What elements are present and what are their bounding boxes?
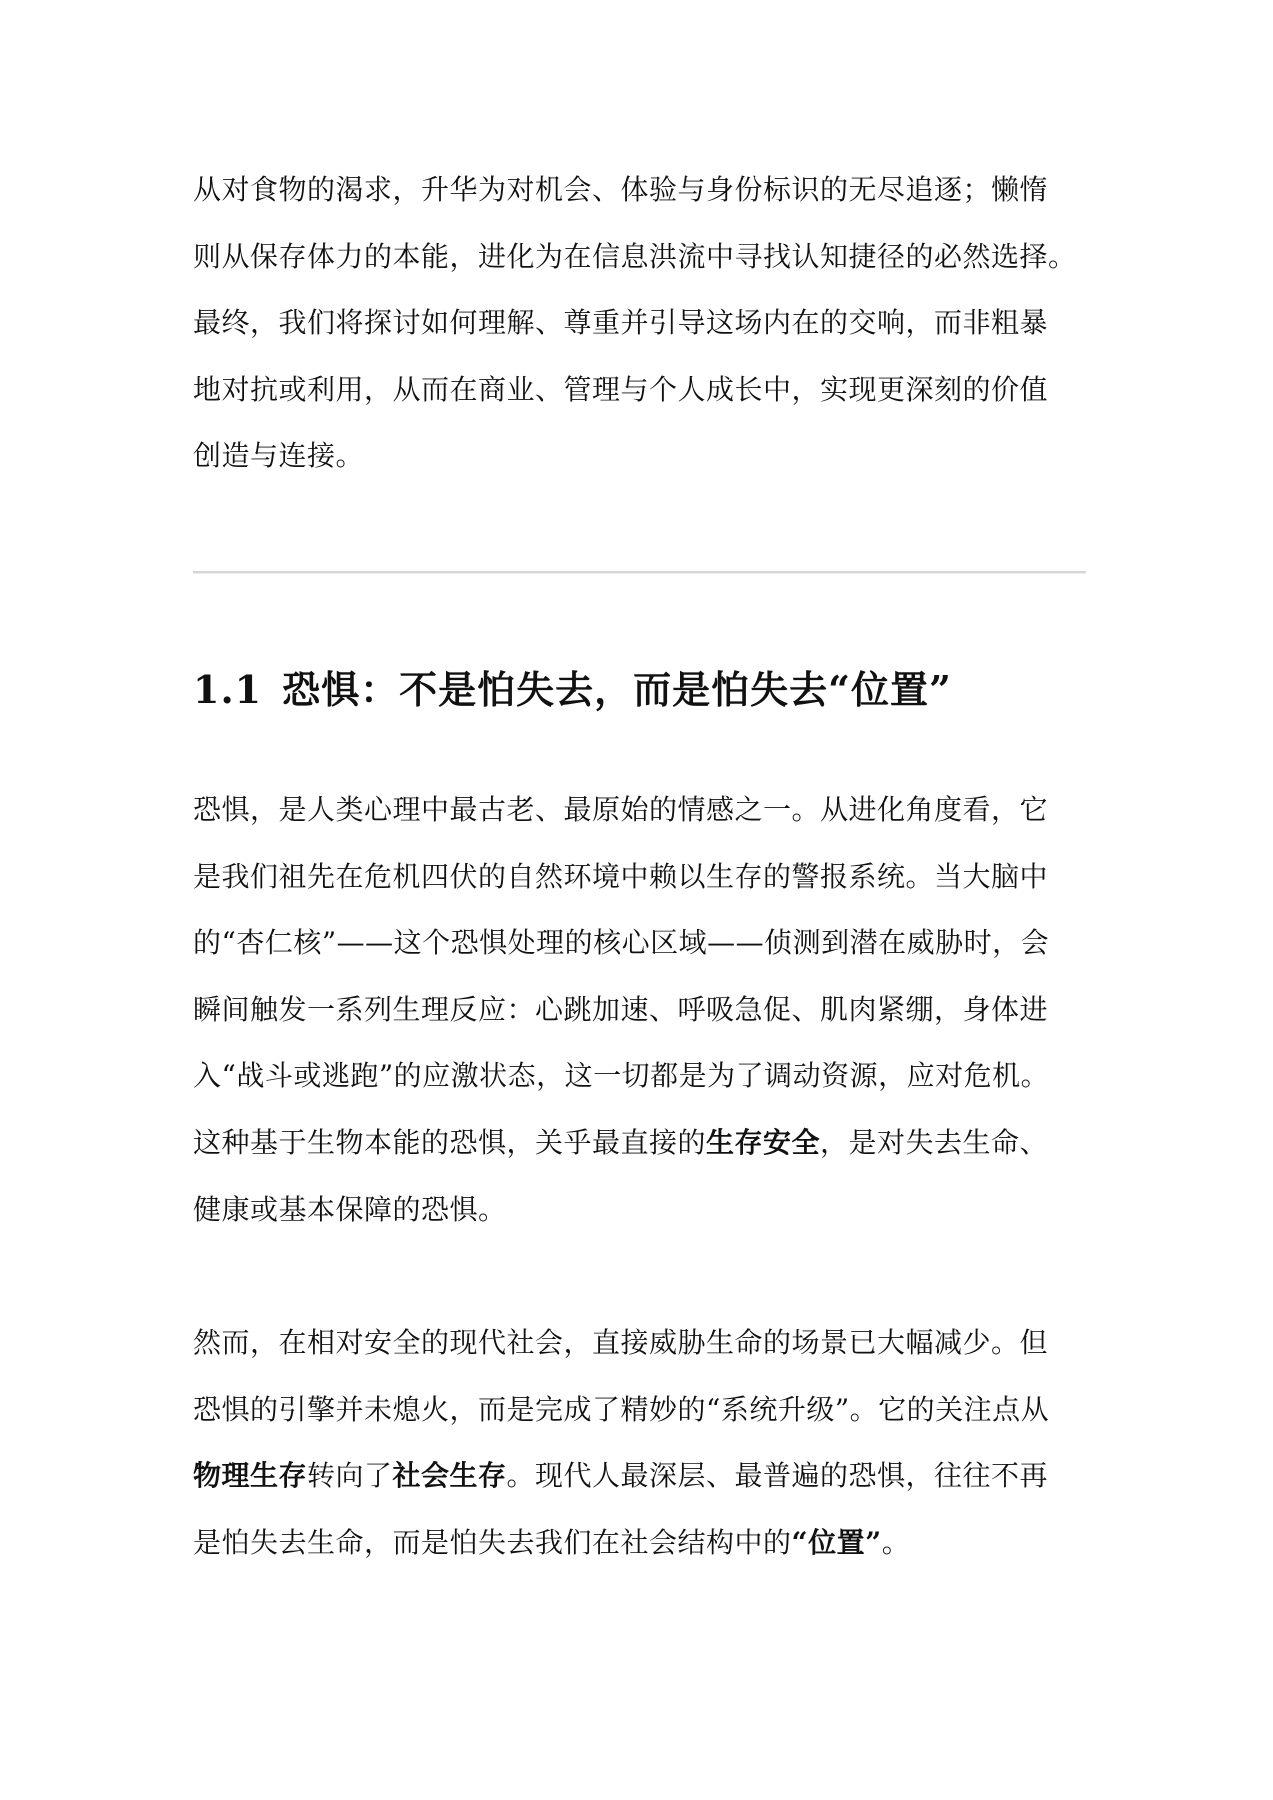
section-number: 1.1 bbox=[193, 667, 263, 712]
intro-line: 从对食物的渴求，升华为对机会、体验与身份标识的无尽追逐；懒惰 bbox=[193, 173, 1049, 206]
bold-term-position: “位置” bbox=[791, 1525, 882, 1559]
paragraph-line bbox=[193, 1443, 1086, 1510]
section-divider bbox=[193, 571, 1086, 574]
paragraph-line: 恐惧，是人类心理中最古老、最原始的情感之一。从进化角度看，它 bbox=[193, 793, 1049, 826]
document-page bbox=[193, 0, 1086, 1800]
intro-paragraph bbox=[193, 157, 1086, 490]
bold-term-physical-survival: 物理生存 bbox=[193, 1459, 308, 1493]
bold-term-social-survival: 社会生存 bbox=[392, 1459, 507, 1493]
paragraph-line: 健康或基本保障的恐惧。 bbox=[193, 1192, 507, 1226]
text-segment: 转向了 bbox=[307, 1459, 393, 1493]
paragraph-line: 的“杏仁核”——这个恐惧处理的核心区域——侦测到潜在威胁时，会 bbox=[193, 926, 1050, 960]
bold-term-survival-safety: 生存安全 bbox=[706, 1125, 821, 1159]
paragraph-fear-origin bbox=[193, 777, 1086, 1243]
paragraph-line bbox=[193, 1510, 1086, 1577]
section-heading bbox=[193, 660, 952, 720]
text-segment: 是怕失去生命，而是怕失去我们在社会结构中的 bbox=[193, 1525, 792, 1559]
intro-line: 则从保存体力的本能，进化为在信息洪流中寻找认知捷径的必然选择。 bbox=[193, 239, 1077, 273]
paragraph-line: 瞬间触发一系列生理反应：心跳加速、呼吸急促、肌肉紧绷，身体进 bbox=[193, 992, 1049, 1026]
text-segment: 。 bbox=[881, 1525, 911, 1559]
text-segment: ，是对失去生命、 bbox=[820, 1125, 1049, 1159]
paragraph-line bbox=[193, 1110, 1086, 1177]
text-segment: 。现代人最深层、最普遍的恐惧，往往不再 bbox=[506, 1459, 1049, 1493]
section-title: 恐惧：不是怕失去，而是怕失去“位置” bbox=[282, 667, 952, 712]
intro-line: 最终，我们将探讨如何理解、尊重并引导这场内在的交响，而非粗暴 bbox=[193, 306, 1049, 340]
paragraph-social-fear bbox=[193, 1310, 1086, 1576]
intro-line: 创造与连接。 bbox=[193, 439, 365, 473]
paragraph-line: 入“战斗或逃跑”的应激状态，这一切都是为了调动资源，应对危机。 bbox=[193, 1059, 1050, 1093]
paragraph-line: 恐惧的引擎并未熄火，而是完成了精妙的“系统升级”。它的关注点从 bbox=[193, 1392, 1050, 1426]
text-segment: 这种基于生物本能的恐惧，关乎最直接的 bbox=[193, 1125, 707, 1159]
intro-line: 地对抗或利用，从而在商业、管理与个人成长中，实现更深刻的价值 bbox=[193, 372, 1049, 406]
paragraph-line: 是我们祖先在危机四伏的自然环境中赖以生存的警报系统。当大脑中 bbox=[193, 859, 1049, 893]
paragraph-line: 然而，在相对安全的现代社会，直接威胁生命的场景已大幅减少。但 bbox=[193, 1326, 1049, 1359]
